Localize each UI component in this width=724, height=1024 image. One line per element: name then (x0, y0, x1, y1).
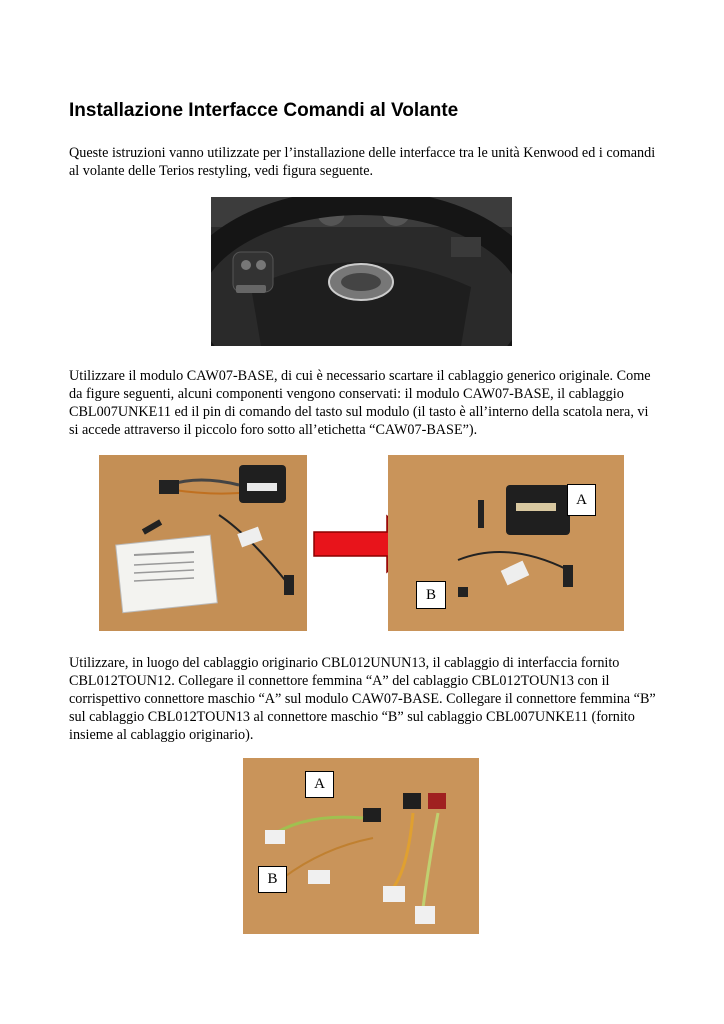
harness-b-label: B (258, 866, 287, 893)
intro-paragraph: Queste istruzioni vanno utilizzate per l’installazione delle interfacce tra le unità Kenwood ed i comandi al volante delle Terios restyling, vedi figura seguente. (69, 145, 656, 179)
interface-harness-photo (243, 758, 479, 934)
steering-wheel-photo (211, 197, 512, 346)
connector-b-label: B (416, 581, 446, 609)
connector-a-label: A (567, 484, 596, 516)
module-paragraph: Utilizzare il modulo CAW07-BASE, di cui è necessario scartare il cablaggio generico originale. Come da figure seguenti, alcuni componenti vengono conservati: il modulo CAW07-BASE, il cablaggio CBL007UNKE11 ed il pin di comando del tasto sul modulo (il tasto è all’interno della scatola nera, vi si accede attraverso il piccolo foro sotto all’etichetta “CAW07-BASE”). (69, 368, 651, 438)
harness-paragraph: Utilizzare, in luogo del cablaggio originario CBL012UNUN13, il cablaggio di interfaccia fornito CBL012TOUN12. Collegare il connettore femmina “A” del cablaggio CBL012TOUN13 con il corrispettivo connettore maschio “A” sul modulo CAW07-BASE. Collegare il connettore femmina “B” sul cablaggio CBL012TOUN13 al connettore maschio “B” sul cablaggio CBL007UNKE11 (fornito insieme al cablaggio originario). (69, 655, 656, 743)
harness-a-label: A (305, 771, 334, 798)
original-kit-photo (99, 455, 307, 631)
page-title: Installazione Interfacce Comandi al Volante (69, 100, 459, 121)
